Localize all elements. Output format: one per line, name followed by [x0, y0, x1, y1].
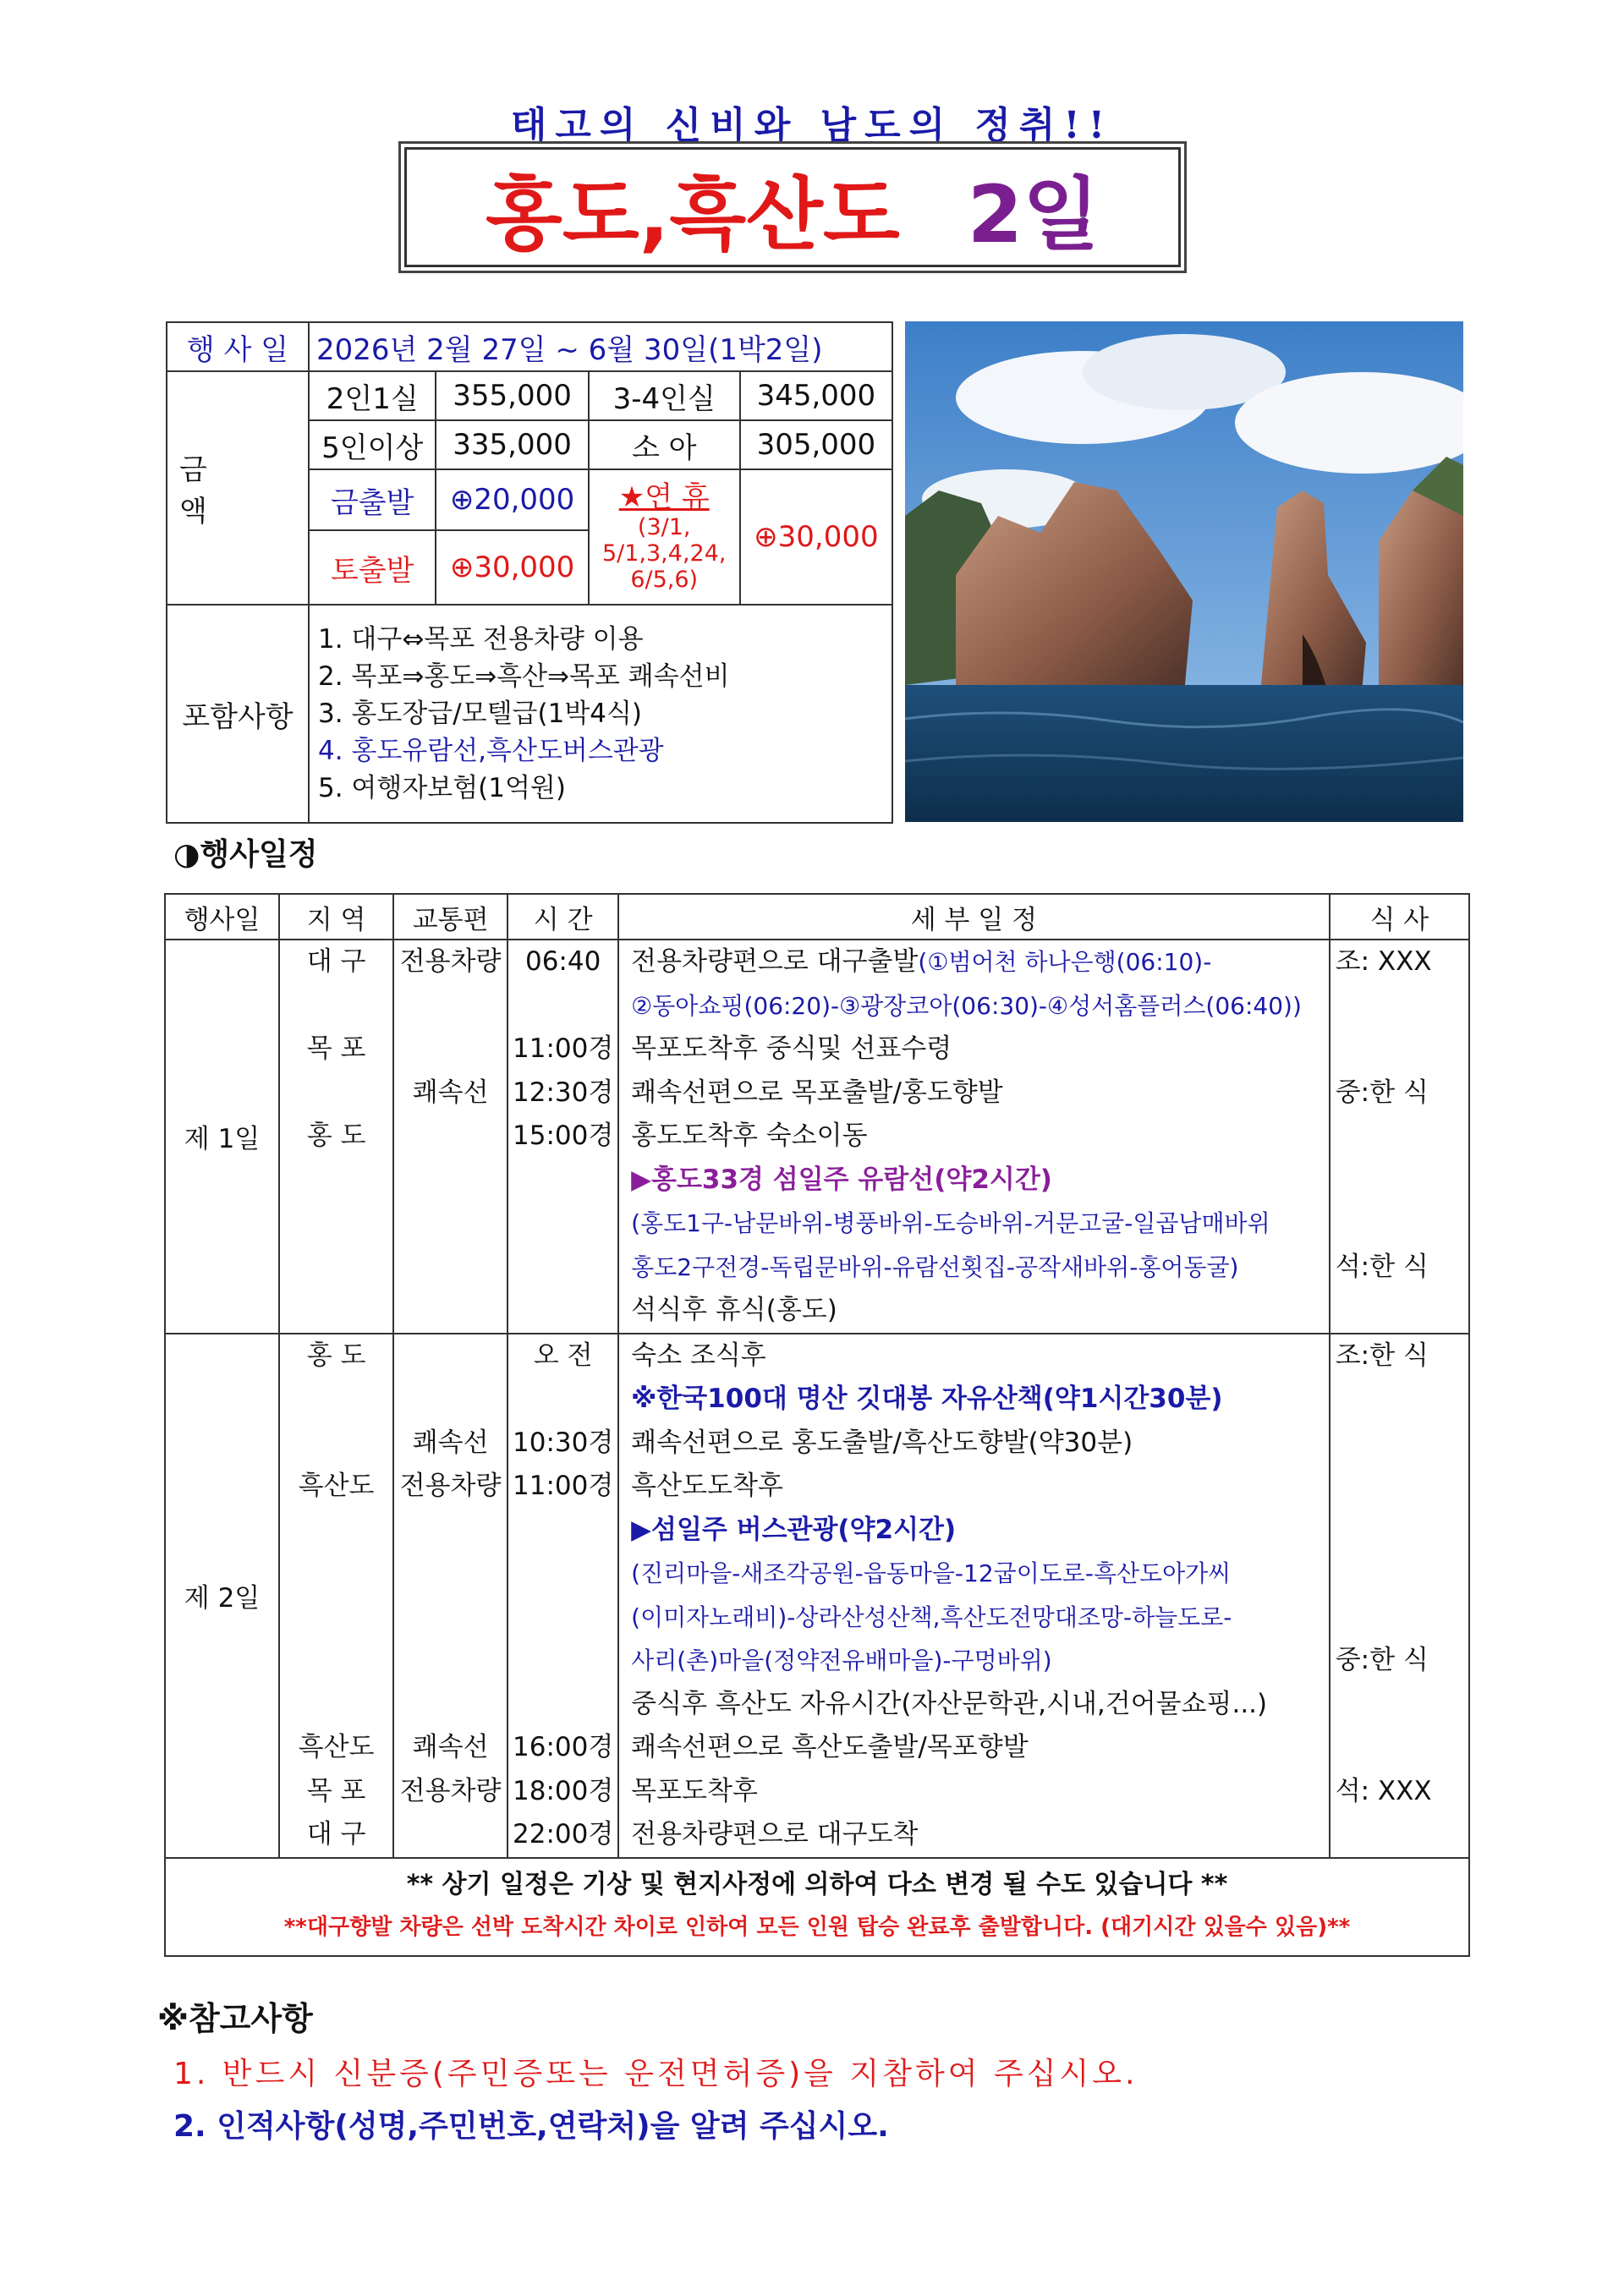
schedule-meals-line [1336, 1159, 1468, 1203]
schedule-meals-line [1336, 1813, 1468, 1857]
schedule-detail-line [631, 1027, 1329, 1071]
schedule-transport-line [394, 1115, 507, 1159]
schedule-times-line [508, 1246, 617, 1290]
schedule-table [164, 893, 1470, 1957]
schedule-detail-line [631, 1639, 1329, 1683]
saturday-label: 토출발 [309, 530, 436, 605]
schedule-regions-line: 목 포 [306, 1775, 366, 1806]
day1-regions [279, 940, 393, 1334]
price-label: 금 액 [167, 371, 309, 605]
schedule-regions-line: 흑산도 [298, 1732, 375, 1762]
schedule-regions-line [280, 1552, 392, 1596]
price-label-2: 3-4인실 [589, 371, 740, 420]
schedule-meals-line: 석: XXX [1335, 1775, 1432, 1806]
schedule-transport-line [394, 1552, 507, 1596]
schedule-detail-line [631, 1509, 1329, 1553]
day1-label: 제 1일 [165, 940, 279, 1334]
schedule-transport-line: 쾌속선 [412, 1732, 489, 1762]
schedule-meals-line: 조:한 식 [1335, 1340, 1429, 1371]
date-label: 행 사 일 [167, 322, 309, 371]
schedule-regions-line [280, 1071, 392, 1115]
detail-text: (홍도1구-남문바위-병풍바위-도승바위-거문고굴-일곱남매바위 [631, 1209, 1270, 1237]
detail-text: 사리(촌)마을(정약전유배마을)-구멍바위) [631, 1647, 1052, 1674]
schedule-meals-line: 석:한 식 [1335, 1251, 1429, 1282]
detail-text: 홍도도착후 숙소이동 [631, 1121, 868, 1151]
detail-text: (진리마을-새조각공원-읍동마을-12굽이도로-흑산도아가씨 [631, 1559, 1232, 1587]
schedule-times-line: 오 전 [533, 1340, 593, 1371]
schedule-meals-line [1336, 1115, 1468, 1159]
footer-note-bus: **대구향발 차량은 선박 도착시간 차이로 인하여 모든 인원 탑승 완료후 출발합니다. (대기시간 있을수 있음)** [283, 1914, 1351, 1940]
schedule-footer [165, 1858, 1469, 1956]
schedule-detail-line [631, 1552, 1329, 1596]
schedule-meals-line [1336, 984, 1468, 1028]
schedule-detail-line [631, 1596, 1329, 1640]
detail-text: ※한국100대 명산 깃대봉 자유산책(약1시간30분) [631, 1384, 1223, 1414]
photo-illustration [905, 321, 1463, 822]
title-days: 2일 [967, 168, 1100, 261]
schedule-regions-line [280, 1159, 392, 1203]
schedule-meals-line [1336, 1552, 1468, 1596]
day2-times [508, 1334, 618, 1858]
schedule-detail-line [631, 1159, 1329, 1203]
schedule-times-line: 10:30경 [513, 1427, 614, 1458]
detail-text: ②동아쇼핑(06:20)-③광장코아(06:30)-④성서홈플러스(06:40)) [631, 991, 1302, 1020]
detail-text: 쾌속선편으로 흑산도출발/목포향발 [631, 1732, 1029, 1762]
schedule-regions-line: 목 포 [306, 1033, 366, 1064]
schedule-regions-line: 대 구 [306, 946, 366, 977]
schedule-regions-line [280, 1378, 392, 1422]
detail-text: 쾌속선편으로 홍도출발/흑산도향발(약30분) [631, 1427, 1133, 1458]
holiday-date-1: (3/1, [637, 513, 691, 540]
schedule-times-line: 16:00경 [513, 1732, 614, 1762]
header-time: 시 간 [508, 894, 618, 940]
schedule-transport-line [394, 1334, 507, 1378]
detail-text: 목포도착후 중식및 선표수령 [631, 1033, 952, 1064]
schedule-regions-line [280, 1422, 392, 1466]
schedule-transport-line [394, 1378, 507, 1422]
schedule-transport-line: 전용차량 [399, 1775, 502, 1806]
detail-text: 전용차량편으로 대구도착 [631, 1819, 919, 1849]
holiday-cell [589, 469, 740, 605]
schedule-transport-line: 쾌속선 [412, 1427, 489, 1458]
schedule-times-line: 22:00경 [513, 1819, 614, 1849]
detail-text: 중식후 흑산도 자유시간(자산문학관,시내,건어물쇼핑...) [631, 1688, 1268, 1719]
schedule-transport-line [394, 1596, 507, 1640]
day1-transport [393, 940, 508, 1334]
include-list [309, 605, 892, 823]
price-value-3: 335,000 [436, 420, 588, 469]
schedule-detail-line [631, 984, 1329, 1028]
info-table [166, 321, 893, 824]
header-meal: 식 사 [1330, 894, 1469, 940]
schedule-meals-line [1336, 1683, 1468, 1727]
saturday-surcharge: ⊕30,000 [436, 530, 588, 605]
include-item: 4. 홍도유람선,흑산도버스관광 [318, 736, 664, 766]
schedule-regions-line [280, 1509, 392, 1553]
date-value: 2026년 2월 27일 ~ 6월 30일(1박2일) [309, 322, 892, 371]
schedule-regions-line: 대 구 [306, 1819, 366, 1849]
schedule-detail-line [631, 1115, 1329, 1159]
price-value-1: 355,000 [436, 371, 588, 420]
schedule-times-line [508, 1552, 617, 1596]
price-label-1: 2인1실 [309, 371, 436, 420]
price-label-4: 소 아 [589, 420, 740, 469]
schedule-meals-line: 조: XXX [1335, 946, 1432, 977]
schedule-transport-line: 쾌속선 [412, 1077, 489, 1108]
detail-text: 숙소 조식후 [631, 1340, 766, 1371]
detail-text: 석식후 휴식(홍도) [631, 1295, 837, 1325]
include-item: 1. 대구⇔목포 전용차량 이용 [318, 624, 644, 655]
holiday-date-3: 6/5,6) [630, 567, 699, 594]
schedule-detail-line [631, 1770, 1329, 1814]
schedule-transport-line: 전용차량 [399, 1471, 502, 1501]
schedule-meals-line: 중:한 식 [1335, 1077, 1429, 1108]
schedule-times-line: 15:00경 [513, 1121, 614, 1151]
day2-details [618, 1334, 1330, 1858]
schedule-transport-line [394, 1509, 507, 1553]
day2-regions [279, 1334, 393, 1858]
schedule-times-line [508, 1509, 617, 1553]
schedule-detail-line [631, 940, 1329, 984]
holiday-surcharge: ⊕30,000 [740, 469, 892, 605]
include-item: 5. 여행자보험(1억원) [318, 773, 566, 803]
detail-text: (①범어천 하나은행(06:10)- [918, 948, 1212, 976]
schedule-times-line: 12:30경 [513, 1077, 614, 1108]
title-main: 홍도,흑산도 [486, 168, 900, 261]
detail-text: 홍도2구전경-독립문바위-유람선횟집-공작새바위-홍어동굴) [631, 1252, 1239, 1281]
note-item-info: 2. 인적사항(성명,주민번호,연락처)을 알려 주십시오. [173, 2109, 889, 2144]
schedule-transport-line [394, 1813, 507, 1857]
schedule-regions-line: 홍 도 [306, 1121, 366, 1151]
schedule-regions-line [280, 1683, 392, 1727]
schedule-regions-line [280, 984, 392, 1028]
schedule-times-line: 11:00경 [513, 1471, 614, 1501]
schedule-meals-line: 중:한 식 [1335, 1645, 1429, 1675]
schedule-regions-line [280, 1289, 392, 1333]
header-details: 세 부 일 정 [618, 894, 1330, 940]
price-value-4: 305,000 [740, 420, 892, 469]
schedule-transport-line [394, 1202, 507, 1246]
include-item: 3. 홍도장급/모텔급(1박4식) [318, 699, 643, 729]
price-value-2: 345,000 [740, 371, 892, 420]
schedule-detail-line [631, 1813, 1329, 1857]
schedule-transport-line: 전용차량 [399, 946, 502, 977]
schedule-regions-line: 홍 도 [306, 1340, 366, 1371]
detail-text: 전용차량편으로 대구출발 [631, 946, 919, 977]
schedule-regions-line [280, 1596, 392, 1640]
schedule-detail-line [631, 1202, 1329, 1246]
schedule-detail-line [631, 1726, 1329, 1770]
schedule-times-line [508, 1289, 617, 1333]
include-item: 2. 목포⇒홍도⇒흑산⇒목포 쾌속선비 [318, 661, 730, 692]
schedule-transport-line [394, 1159, 507, 1203]
schedule-detail-line [631, 1378, 1329, 1422]
day2-transport [393, 1334, 508, 1858]
schedule-transport-line [394, 1289, 507, 1333]
schedule-regions-line: 흑산도 [298, 1471, 375, 1501]
schedule-times-line [508, 1639, 617, 1683]
holiday-label: ★연 휴 [618, 479, 710, 514]
notes-title: ※참고사항 [157, 2000, 313, 2037]
friday-surcharge: ⊕20,000 [436, 469, 588, 530]
schedule-regions-line [280, 1246, 392, 1290]
day2-label: 제 2일 [165, 1334, 279, 1858]
schedule-times-line [508, 1683, 617, 1727]
schedule-times-line: 11:00경 [513, 1033, 614, 1064]
include-label: 포함사항 [167, 605, 309, 823]
schedule-meals-line [1336, 1289, 1468, 1333]
rock-island-photo [905, 321, 1463, 822]
schedule-regions-line [280, 1202, 392, 1246]
schedule-detail-line [631, 1334, 1329, 1378]
schedule-detail-line [631, 1465, 1329, 1509]
schedule-transport-line [394, 1027, 507, 1071]
schedule-times-line [508, 1159, 617, 1203]
detail-text: (이미자노래비)-상라산성산책,흑산도전망대조망-하늘도로- [631, 1603, 1232, 1631]
day2-meals [1330, 1334, 1469, 1858]
schedule-times-line: 06:40 [524, 946, 601, 977]
schedule-meals-line [1336, 1726, 1468, 1770]
schedule-meals-line [1336, 1465, 1468, 1509]
schedule-transport-line [394, 1683, 507, 1727]
schedule-transport-line [394, 1246, 507, 1290]
schedule-title: ◑행사일정 [173, 837, 318, 872]
schedule-times-line [508, 1596, 617, 1640]
day1-times [508, 940, 618, 1334]
note-item-id: 1. 반드시 신분증(주민증또는 운전면허증)을 지참하여 주십시오. [173, 2057, 1138, 2091]
detail-text: 쾌속선편으로 목포출발/홍도향발 [631, 1077, 1003, 1108]
schedule-times-line [508, 1378, 617, 1422]
schedule-times-line: 18:00경 [513, 1775, 614, 1806]
detail-text: ▶홍도33경 섬일주 유람선(약2시간) [631, 1164, 1052, 1195]
schedule-detail-line [631, 1246, 1329, 1290]
footer-note-weather: ** 상기 일정은 기상 및 현지사정에 의하여 다소 변경 될 수도 있습니다 ** [406, 1869, 1228, 1899]
schedule-meals-line [1336, 1027, 1468, 1071]
schedule-detail-line [631, 1422, 1329, 1466]
schedule-meals-line [1336, 1378, 1468, 1422]
header-region: 지 역 [279, 894, 393, 940]
header-day: 행사일 [165, 894, 279, 940]
detail-text: 흑산도도착후 [631, 1471, 783, 1501]
schedule-meals-line [1336, 1509, 1468, 1553]
schedule-times-line [508, 984, 617, 1028]
schedule-meals-line [1336, 1422, 1468, 1466]
schedule-detail-line [631, 1683, 1329, 1727]
subtitle: 태고의 신비와 남도의 정취!! [510, 104, 1114, 147]
schedule-regions-line [280, 1639, 392, 1683]
price-label-3: 5인이상 [309, 420, 436, 469]
schedule-meals-line [1336, 1596, 1468, 1640]
schedule-times-line [508, 1202, 617, 1246]
schedule-meals-line [1336, 1202, 1468, 1246]
header-transport: 교통편 [393, 894, 508, 940]
day1-meals [1330, 940, 1469, 1334]
detail-text: 목포도착후 [631, 1775, 758, 1806]
schedule-transport-line [394, 984, 507, 1028]
holiday-date-2: 5/1,3,4,24, [601, 540, 727, 567]
schedule-detail-line [631, 1071, 1329, 1115]
schedule-detail-line [631, 1289, 1329, 1333]
schedule-transport-line [394, 1639, 507, 1683]
day1-details [618, 940, 1330, 1334]
detail-text: ▶섬일주 버스관광(약2시간) [631, 1514, 957, 1545]
friday-label: 금출발 [309, 469, 436, 530]
title-box [404, 147, 1181, 267]
